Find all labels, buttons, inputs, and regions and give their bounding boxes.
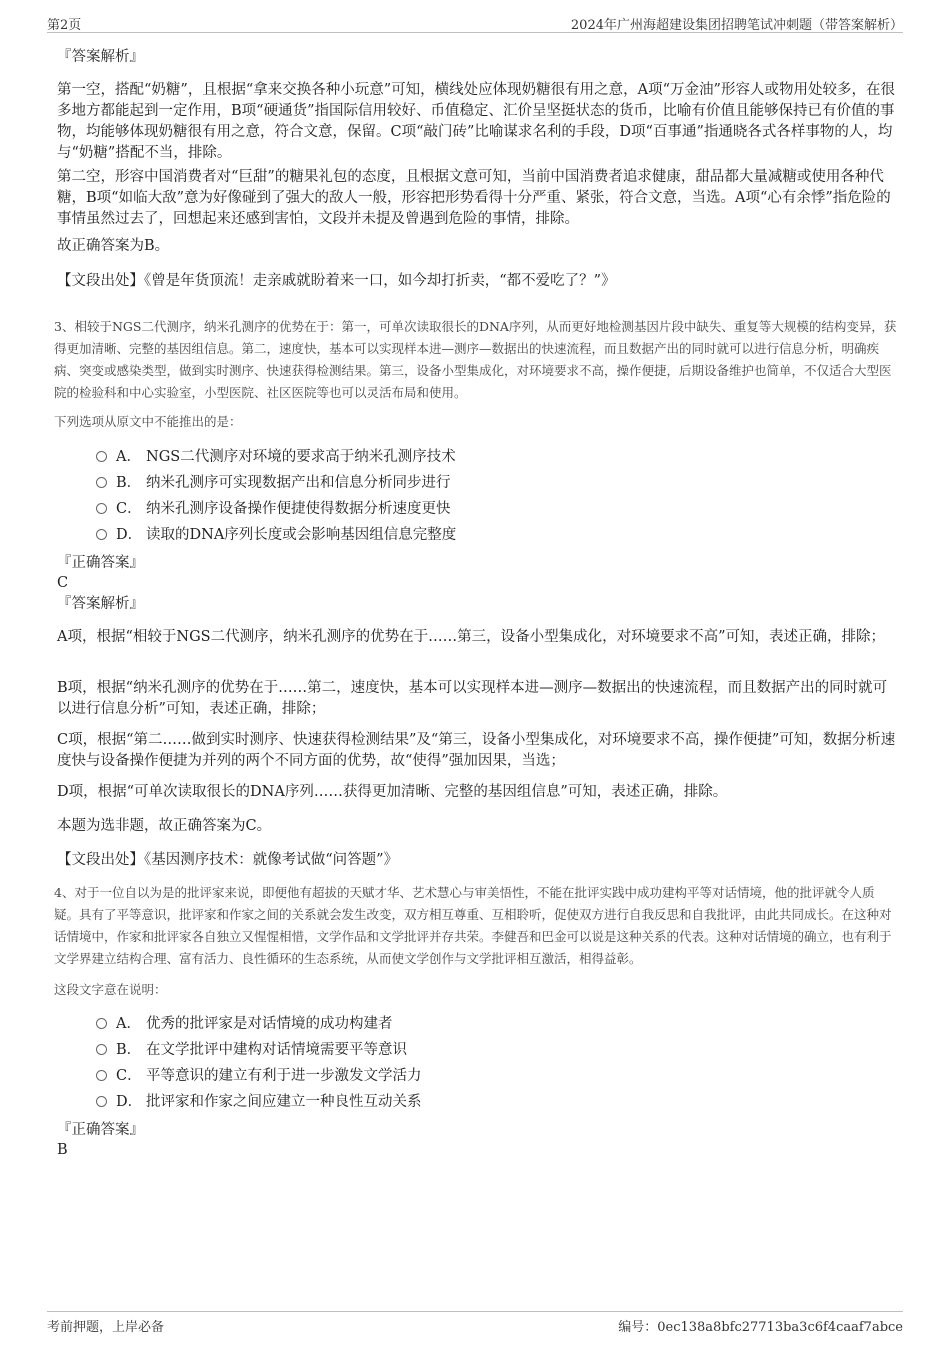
- document-id: 编号：0ec138a8bfc27713ba3c6f4caaf7abce: [618, 1320, 903, 1335]
- q3-prompt: 下列选项从原文中不能推出的是：: [54, 414, 242, 429]
- q3-option-d[interactable]: [96, 525, 456, 545]
- q3-analysis-label: 『答案解析』: [57, 596, 144, 612]
- q3-analysis-c: C项，根据“第二……做到实时测序、快速获得检测结果”及“第三，设备小型集成化，对环境要求不高，操作便捷”可知，数据分析速度快与设备操作便捷为并列的两个不同方面的优势，故“使得”强加因果，当选；: [57, 732, 896, 769]
- q4-stem: 4、对于一位自以为是的批评家来说，即便他有超拔的天赋才华、艺术慧心与审美悟性，不能在批评实践中成功建构平等对话情境，他的批评就令人质疑。具有了平等意识，批评家和作家之间的关系就会发生改变，双方相互尊重、互相聆听，促使双方进行自我反思和自我批评，由此共同成长。在这种对话情境中，作家和批评家各自独立又惺惺相惜，文学作品和文学批评并存共荣。李健吾和巴金可以说是这种关系的代表。这种对话情境的确立，也有利于文学界建立结构合理、富有活力、良性循环的生态系统，从而使文学创作与文学批评相互激活，相得益彰。: [54, 885, 892, 966]
- option-letter: B．: [116, 1042, 142, 1058]
- option-text: 优秀的批评家是对话情境的成功构建者: [146, 1016, 393, 1032]
- option-text: 纳米孔测序可实现数据产出和信息分析同步进行: [146, 475, 451, 491]
- option-letter: C．: [116, 501, 142, 517]
- q3-option-c[interactable]: [96, 499, 451, 519]
- q2-analysis-p2: 第二空，形容中国消费者对“巨甜”的糖果礼包的态度，且根据文意可知，当前中国消费者追求健康，甜品都大量减糖或使用各种代糖，B项“如临大敌”意为好像碰到了强大的敌人一般，形容把形势看得十分严重、紧张，符合文意，当选。A项“心有余悸”指危险的事情虽然过去了，回想起来还感到害怕，文段并未提及曾遇到危险的事情，排除。: [57, 169, 891, 227]
- radio-icon[interactable]: [96, 451, 107, 462]
- option-letter: A．: [116, 1016, 141, 1032]
- q4-option-b[interactable]: [96, 1040, 407, 1060]
- q3-analysis-a: A项，根据“相较于NGS二代测序，纳米孔测序的优势在于……第三，设备小型集成化，对环境要求不高”可知，表述正确，排除；: [57, 629, 885, 645]
- radio-icon[interactable]: [96, 1070, 107, 1081]
- q4-answer-label: 『正确答案』: [57, 1122, 144, 1138]
- q4-answer: B: [57, 1142, 68, 1158]
- q3-option-b[interactable]: [96, 473, 451, 493]
- q4-option-d[interactable]: [96, 1092, 422, 1112]
- page-header: [47, 10, 903, 33]
- q3-stem: 3、相较于NGS二代测序，纳米孔测序的优势在于：第一，可单次读取很长的DNA序列，从而更好地检测基因片段中缺失、重复等大规模的结构变异，获得更加清晰、完整的基因组信息。第二，速度快，基本可以实现样本进—测序—数据出的快速流程，而且数据产出的同时就可以进行信息分析，明确疾病、突变或感染类型，做到实时测序、快速获得检测结果。第三，设备小型集成化，对环境要求不高，操作便捷，后期设备维护也简单，不仅适合大型医院的检验科和中心实验室，小型医院、社区医院等也可以灵活布局和使用。: [54, 319, 897, 400]
- option-letter: B．: [116, 475, 142, 491]
- radio-icon[interactable]: [96, 1044, 107, 1055]
- radio-icon[interactable]: [96, 503, 107, 514]
- page-number: 第2页: [47, 18, 82, 33]
- q2-conclusion: 故正确答案为B。: [57, 238, 170, 254]
- q3-analysis-b: B项，根据“纳米孔测序的优势在于……第二，速度快，基本可以实现样本进—测序—数据出的快速流程，而且数据产出的同时就可以进行信息分析”可知，表述正确，排除；: [57, 680, 888, 717]
- q4-option-c[interactable]: [96, 1066, 422, 1086]
- option-letter: D．: [116, 527, 143, 543]
- option-text: 在文学批评中建构对话情境需要平等意识: [146, 1042, 407, 1058]
- radio-icon[interactable]: [96, 477, 107, 488]
- option-letter: A．: [116, 449, 141, 465]
- footer-slogan: 考前押题，上岸必备: [47, 1320, 165, 1335]
- option-text: 读取的DNA序列长度或会影响基因组信息完整度: [146, 527, 457, 543]
- option-letter: C．: [116, 1068, 142, 1084]
- option-text: NGS二代测序对环境的要求高于纳米孔测序技术: [146, 449, 456, 465]
- option-text: 批评家和作家之间应建立一种良性互动关系: [146, 1094, 422, 1110]
- q3-option-a[interactable]: [96, 447, 456, 467]
- q3-answer: C: [57, 575, 69, 591]
- document-title: 2024年广州海超建设集团招聘笔试冲刺题（带答案解析）: [570, 18, 903, 33]
- q2-analysis-p1: 第一空，搭配“奶糖”，且根据“拿来交换各种小玩意”可知，横线处应体现奶糖很有用之意，A项“万金油”形容人或物用处较多，在很多地方都能起到一定作用，B项“硬通货”指国际信用较好、币值稳定、汇价呈坚挺状态的货币，比喻有价值且能够保持已有价值的事物，均能够体现奶糖很有用之意，符合文意，保留。C项“敲门砖”比喻谋求名利的手段，D项“百事通”指通晓各式各样事物的人，均与“奶糖”搭配不当，排除。: [57, 82, 895, 161]
- q3-answer-label: 『正确答案』: [57, 555, 144, 571]
- radio-icon[interactable]: [96, 529, 107, 540]
- q3-conclusion: 本题为选非题，故正确答案为C。: [57, 818, 272, 834]
- option-letter: D．: [116, 1094, 143, 1110]
- q3-source: 【文段出处】《基因测序技术：就像考试做“问答题”》: [57, 852, 399, 868]
- q2-source: 【文段出处】《曾是年货顶流！走亲戚就盼着来一口，如今却打折卖，“都不爱吃了？”》: [57, 273, 616, 289]
- q4-prompt: 这段文字意在说明：: [54, 982, 167, 997]
- radio-icon[interactable]: [96, 1096, 107, 1107]
- page-footer: [47, 1311, 903, 1338]
- option-text: 平等意识的建立有利于进一步激发文学活力: [146, 1068, 422, 1084]
- radio-icon[interactable]: [96, 1018, 107, 1029]
- q3-analysis-d: D项，根据“可单次读取很长的DNA序列……获得更加清晰、完整的基因组信息”可知，表述正确，排除。: [57, 784, 728, 800]
- option-text: 纳米孔测序设备操作便捷使得数据分析速度更快: [146, 501, 451, 517]
- q4-option-a[interactable]: [96, 1014, 393, 1034]
- q2-analysis-label: 『答案解析』: [57, 49, 144, 65]
